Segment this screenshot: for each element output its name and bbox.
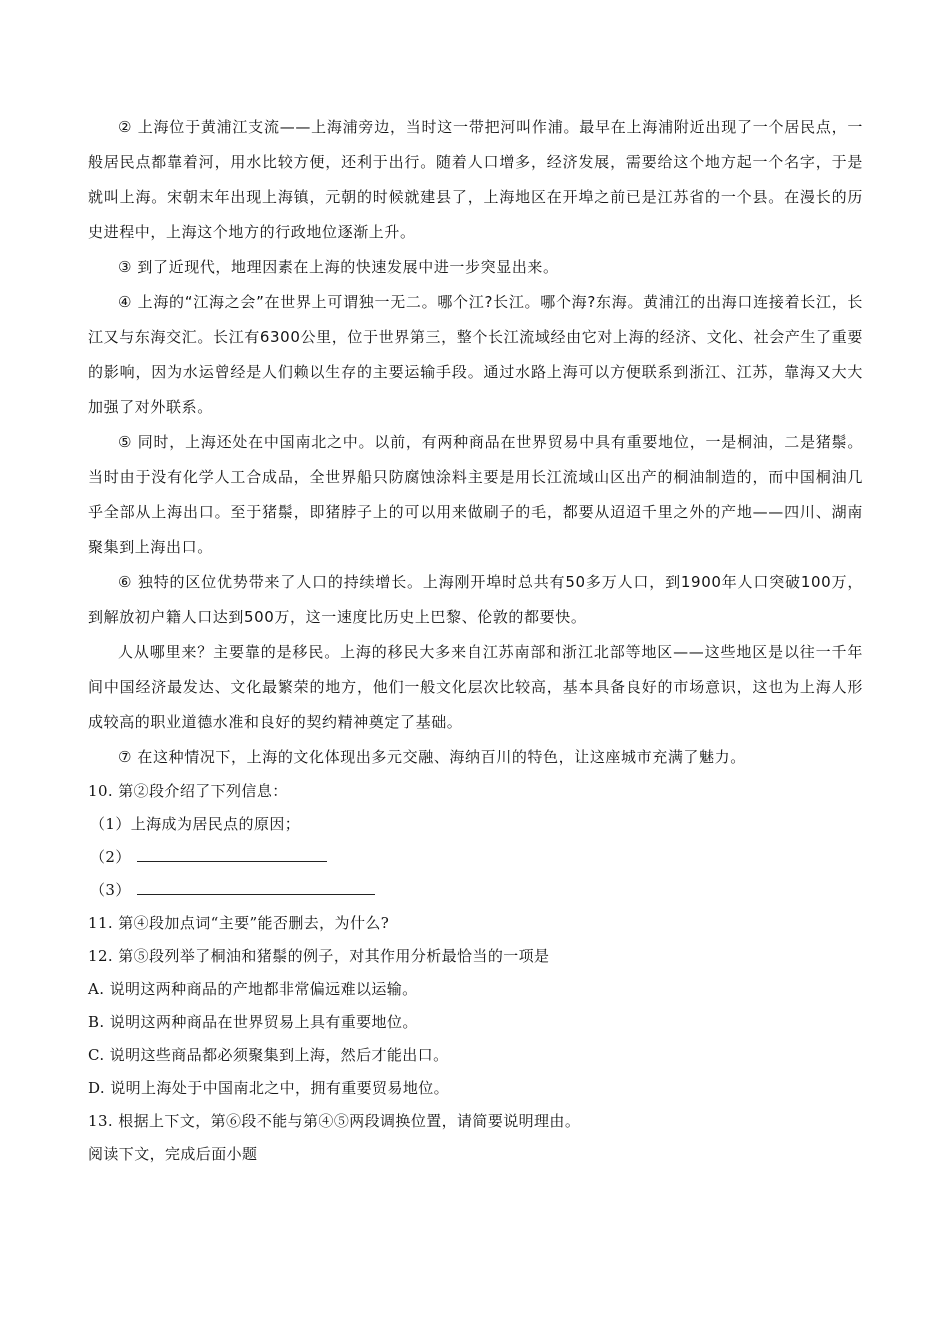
question-10-item-3-label: （3） (90, 881, 131, 899)
question-13: 13. 根据上下文，第⑥段不能与第④⑤两段调换位置，请简要说明理由。 (88, 1112, 581, 1130)
question-10-item-2-label: （2） (90, 848, 131, 866)
question-12-option-c: C. 说明这些商品都必须聚集到上海，然后才能出口。 (88, 1046, 449, 1064)
paragraph-3: ③ 到了近现代，地理因素在上海的快速发展中进一步突显出来。 (118, 258, 559, 276)
paragraph-6-continued: 人从哪里来？主要靠的是移民。上海的移民大多来自江苏南部和浙江北部等地区——这些地区是以往一千年间中国经济最发达、文化最繁荣的地方，他们一般文化层次比较高，基本具备良好的市场意识，这也为上海人形成较高的职业道德水准和良好的契约精神奠定了基础。 (88, 643, 863, 731)
question-12-option-b: B. 说明这两种商品在世界贸易上具有重要地位。 (88, 1013, 418, 1031)
document-page (88, 110, 863, 1171)
question-10-item-2 (88, 841, 863, 874)
paragraph-6: ⑥ 独特的区位优势带来了人口的持续增长。上海刚开埠时总共有50多万人口，到1900年人口突破100万，到解放初户籍人口达到500万，这一速度比历史上巴黎、伦敦的都要快。 (88, 573, 863, 626)
question-10-stem: 10. 第②段介绍了下列信息： (88, 782, 288, 800)
question-11: 11. 第④段加点词“主要”能否删去，为什么? (88, 914, 390, 932)
question-10-item-3 (88, 874, 863, 907)
question-12-option-d: D. 说明上海处于中国南北之中，拥有重要贸易地位。 (88, 1079, 450, 1097)
next-section-instruction: 阅读下文，完成后面小题 (88, 1145, 258, 1163)
paragraph-7: ⑦ 在这种情况下，上海的文化体现出多元交融、海纳百川的特色，让这座城市充满了魅力。 (118, 748, 746, 766)
answer-blank-3[interactable] (137, 880, 375, 895)
paragraph-2: ② 上海位于黄浦江支流——上海浦旁边，当时这一带把河叫作浦。最早在上海浦附近出现了一个居民点，一般居民点都靠着河，用水比较方便，还利于出行。随着人口增多，经济发展，需要给这个地方起一个名字，于是就叫上海。宋朝末年出现上海镇，元朝的时候就建县了，上海地区在开埠之前已是江苏省的一个县。在漫长的历史进程中，上海这个地方的行政地位逐渐上升。 (88, 118, 863, 241)
question-10-item-1: （1）上海成为居民点的原因； (90, 815, 301, 833)
question-12-stem: 12. 第⑤段列举了桐油和猪鬃的例子，对其作用分析最恰当的一项是 (88, 947, 550, 965)
paragraph-4: ④ 上海的“江海之会”在世界上可谓独一无二。哪个江?长江。哪个海?东海。黄浦江的出海口连接着长江，长江又与东海交汇。长江有6300公里，位于世界第三，整个长江流域经由它对上海的经济、文化、社会产生了重要的影响，因为水运曾经是人们赖以生存的主要运输手段。通过水路上海可以方便联系到浙江、江苏，靠海又大大加强了对外联系。 (88, 293, 863, 416)
question-12-option-a: A. 说明这两种商品的产地都非常偏远难以运输。 (88, 980, 418, 998)
answer-blank-2[interactable] (137, 847, 327, 862)
paragraph-5: ⑤ 同时，上海还处在中国南北之中。以前，有两种商品在世界贸易中具有重要地位，一是桐油，二是猪鬃。当时由于没有化学人工合成品，全世界船只防腐蚀涂料主要是用长江流域山区出产的桐油制造的，而中国桐油几乎全部从上海出口。至于猪鬃，即猪脖子上的可以用来做刷子的毛，都要从迢迢千里之外的产地——四川、湖南聚集到上海出口。 (88, 433, 863, 556)
